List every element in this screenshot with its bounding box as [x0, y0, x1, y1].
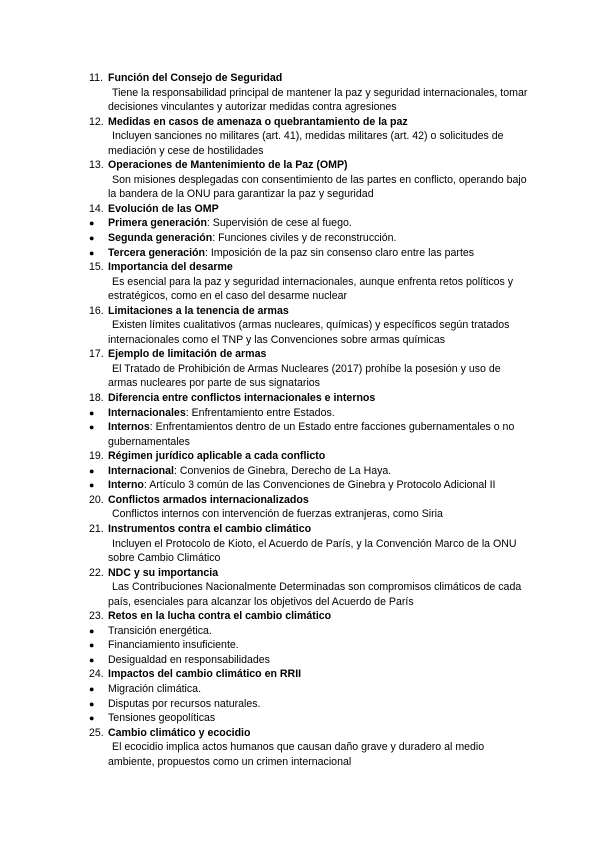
- section-body: Existen límites cualitativos (armas nucleares, químicas) y específicos según tratados internacionales como el TNP y las Convenciones sobre armas químicas: [108, 319, 510, 346]
- section-number: 21.: [89, 522, 104, 535]
- section-number: 18.: [89, 392, 104, 405]
- section-body: Conflictos internos con intervención de fuerzas extranjeras, como Siria: [112, 508, 443, 521]
- section-number: 22.: [89, 566, 104, 579]
- section-number: 13.: [89, 159, 104, 172]
- bullet-label: Internos: [108, 421, 150, 434]
- bullet-dot-icon: ●: [89, 640, 95, 651]
- bullet-dot-icon: ●: [89, 480, 95, 491]
- section-title: Diferencia entre conflictos internacionales e internos: [108, 392, 376, 405]
- section-heading: [89, 260, 529, 275]
- section-11: [89, 71, 529, 115]
- section-body: Incluyen el Protocolo de Kioto, el Acuerdo de París, y la Convención Marco de la ONU sobre Cambio Climático: [108, 537, 517, 565]
- section-heading: [89, 493, 529, 508]
- section-number: 25.: [89, 726, 104, 739]
- section-20: [89, 493, 529, 522]
- section-heading: [89, 158, 529, 173]
- section-heading: [89, 391, 529, 406]
- section-body: Tiene la responsabilidad principal de mantener la paz y seguridad internacionales, tomar decisiones vinculantes y autorizar medidas contra agresiones: [108, 86, 528, 114]
- section-17: [89, 347, 529, 391]
- bullet-text: [108, 420, 529, 449]
- bullet-text: [108, 478, 529, 493]
- section-24: [89, 667, 529, 725]
- bullet-label: Tercera generación: [108, 246, 205, 259]
- section-number: 14.: [89, 202, 104, 215]
- bullet-item: [89, 638, 529, 653]
- bullet-dot-icon: ●: [89, 422, 95, 433]
- section-number: 23.: [89, 610, 104, 623]
- bullet-item: [89, 682, 529, 697]
- bullet-description: : Enfrentamiento entre Estados.: [185, 406, 335, 419]
- bullet-label: Segunda generación: [108, 232, 213, 245]
- section-16: [89, 304, 529, 348]
- bullet-dot-icon: ●: [89, 683, 95, 694]
- section-body: El Tratado de Prohibición de Armas Nucleares (2017) prohíbe la posesión y uso de armas nucleares por parte de sus signatarios: [108, 362, 501, 390]
- section-title: Impactos del cambio climático en RRII: [108, 668, 302, 681]
- section-23: [89, 609, 529, 667]
- bullet-item: [89, 478, 529, 493]
- section-heading: [89, 726, 529, 741]
- bullet-dot-icon: ●: [89, 247, 95, 258]
- section-14: [89, 202, 529, 260]
- bullet-description: Tensiones geopolíticas: [108, 712, 216, 725]
- section-title: Evolución de las OMP: [108, 202, 219, 215]
- section-heading: [89, 566, 529, 581]
- section-number: 17.: [89, 348, 104, 361]
- bullet-label: Internacionales: [108, 406, 186, 419]
- bullet-description: : Imposición de la paz sin consenso claro entre las partes: [204, 246, 475, 259]
- section-title: Conflictos armados internacionalizados: [108, 493, 309, 506]
- bullet-item: [89, 216, 529, 231]
- bullet-item: [89, 246, 529, 261]
- section-heading: [89, 347, 529, 362]
- section-12: [89, 115, 529, 159]
- bullet-description: : Convenios de Ginebra, Derecho de La Haya.: [173, 464, 392, 477]
- section-25: [89, 726, 529, 770]
- section-title: Función del Consejo de Seguridad: [108, 72, 283, 84]
- bullet-dot-icon: ●: [89, 654, 95, 665]
- bullet-item: [89, 697, 529, 712]
- section-13: [89, 158, 529, 202]
- bullet-label: Primera generación: [108, 217, 207, 230]
- bullet-text: [108, 682, 529, 697]
- bullet-text: [108, 711, 529, 726]
- bullet-description: Financiamiento insuficiente.: [108, 639, 239, 652]
- bullet-text: [108, 653, 529, 668]
- section-title: Limitaciones a la tenencia de armas: [108, 304, 289, 317]
- section-heading: [89, 609, 529, 624]
- section-number: 12.: [89, 115, 104, 128]
- bullet-dot-icon: ●: [89, 218, 95, 229]
- bullet-text: [108, 216, 529, 231]
- bullet-item: [89, 653, 529, 668]
- bullet-text: [108, 231, 529, 246]
- section-heading: [89, 304, 529, 319]
- section-title: NDC y su importancia: [108, 566, 219, 579]
- bullet-label: Internacional: [108, 464, 174, 477]
- bullet-item: [89, 711, 529, 726]
- section-number: 24.: [89, 668, 104, 681]
- section-body: Son misiones desplegadas con consentimiento de las partes en conflicto, operando bajo la bandera de la ONU para garantizar la paz y seguridad: [108, 173, 527, 201]
- section-title: Ejemplo de limitación de armas: [108, 348, 267, 361]
- section-number: 19.: [89, 450, 104, 463]
- section-number: 15.: [89, 261, 104, 274]
- bullet-label: Interno: [108, 479, 144, 492]
- bullet-text: [108, 638, 529, 653]
- section-number: 11.: [89, 72, 103, 84]
- section-heading: [89, 115, 529, 130]
- section-body: Incluyen sanciones no militares (art. 41), medidas militares (art. 42) o solicitudes de mediación y cese de hostilidades: [108, 130, 504, 157]
- bullet-dot-icon: ●: [89, 233, 95, 244]
- bullet-item: [89, 624, 529, 639]
- bullet-description: Migración climática.: [108, 682, 202, 695]
- section-body: Las Contribuciones Nacionalmente Determinadas son compromisos climáticos de cada país, esenciales para alcanzar los objetivos del Acuerdo de París: [108, 581, 522, 608]
- section-body: El ecocidio implica actos humanos que causan daño grave y duradero al medio ambiente, propuestos como un crimen internacional: [108, 741, 485, 768]
- section-heading: [89, 522, 529, 537]
- section-22: [89, 566, 529, 610]
- section-title: Cambio climático y ecocidio: [108, 726, 251, 739]
- section-heading: [89, 202, 529, 217]
- bullet-text: [108, 406, 529, 421]
- bullet-text: [108, 246, 529, 261]
- document-page: [89, 71, 529, 769]
- section-15: [89, 260, 529, 304]
- bullet-text: [108, 624, 529, 639]
- bullet-description: Desigualdad en responsabilidades: [108, 653, 270, 666]
- bullet-text: [108, 697, 529, 712]
- bullet-description: Disputas por recursos naturales.: [108, 697, 261, 710]
- section-21: [89, 522, 529, 566]
- section-title: Operaciones de Mantenimiento de la Paz (OMP): [108, 159, 348, 172]
- section-number: 20.: [89, 493, 104, 506]
- bullet-dot-icon: ●: [89, 625, 95, 636]
- section-18: [89, 391, 529, 449]
- bullet-description: : Supervisión de cese al fuego.: [206, 217, 352, 230]
- bullet-dot-icon: ●: [89, 713, 95, 724]
- section-heading: [89, 71, 529, 86]
- bullet-dot-icon: ●: [89, 407, 95, 418]
- section-title: Instrumentos contra el cambio climático: [108, 522, 312, 535]
- bullet-description: : Artículo 3 común de las Convenciones de Ginebra y Protocolo Adicional II: [143, 479, 496, 492]
- section-heading: [89, 449, 529, 464]
- bullet-item: [89, 464, 529, 479]
- bullet-text: [108, 464, 529, 479]
- section-title: Importancia del desarme: [108, 261, 233, 274]
- section-number: 16.: [89, 304, 104, 317]
- bullet-item: [89, 231, 529, 246]
- section-title: Medidas en casos de amenaza o quebrantamiento de la paz: [108, 115, 408, 128]
- bullet-description: : Enfrentamientos dentro de un Estado entre facciones gubernamentales o no gubernamentales: [108, 421, 515, 448]
- bullet-dot-icon: ●: [89, 465, 95, 476]
- bullet-description: Transición energética.: [108, 624, 212, 637]
- bullet-item: [89, 406, 529, 421]
- bullet-dot-icon: ●: [89, 698, 95, 709]
- section-title: Retos en la lucha contra el cambio climático: [108, 610, 332, 623]
- bullet-item: [89, 420, 529, 449]
- section-heading: [89, 667, 529, 682]
- section-title: Régimen jurídico aplicable a cada conflicto: [108, 450, 326, 463]
- section-body: Es esencial para la paz y seguridad internacionales, aunque enfrenta retos políticos y estratégicos, como en el caso del desarme nuclear: [108, 275, 514, 303]
- section-19: [89, 449, 529, 493]
- bullet-description: : Funciones civiles y de reconstrucción.: [212, 232, 397, 245]
